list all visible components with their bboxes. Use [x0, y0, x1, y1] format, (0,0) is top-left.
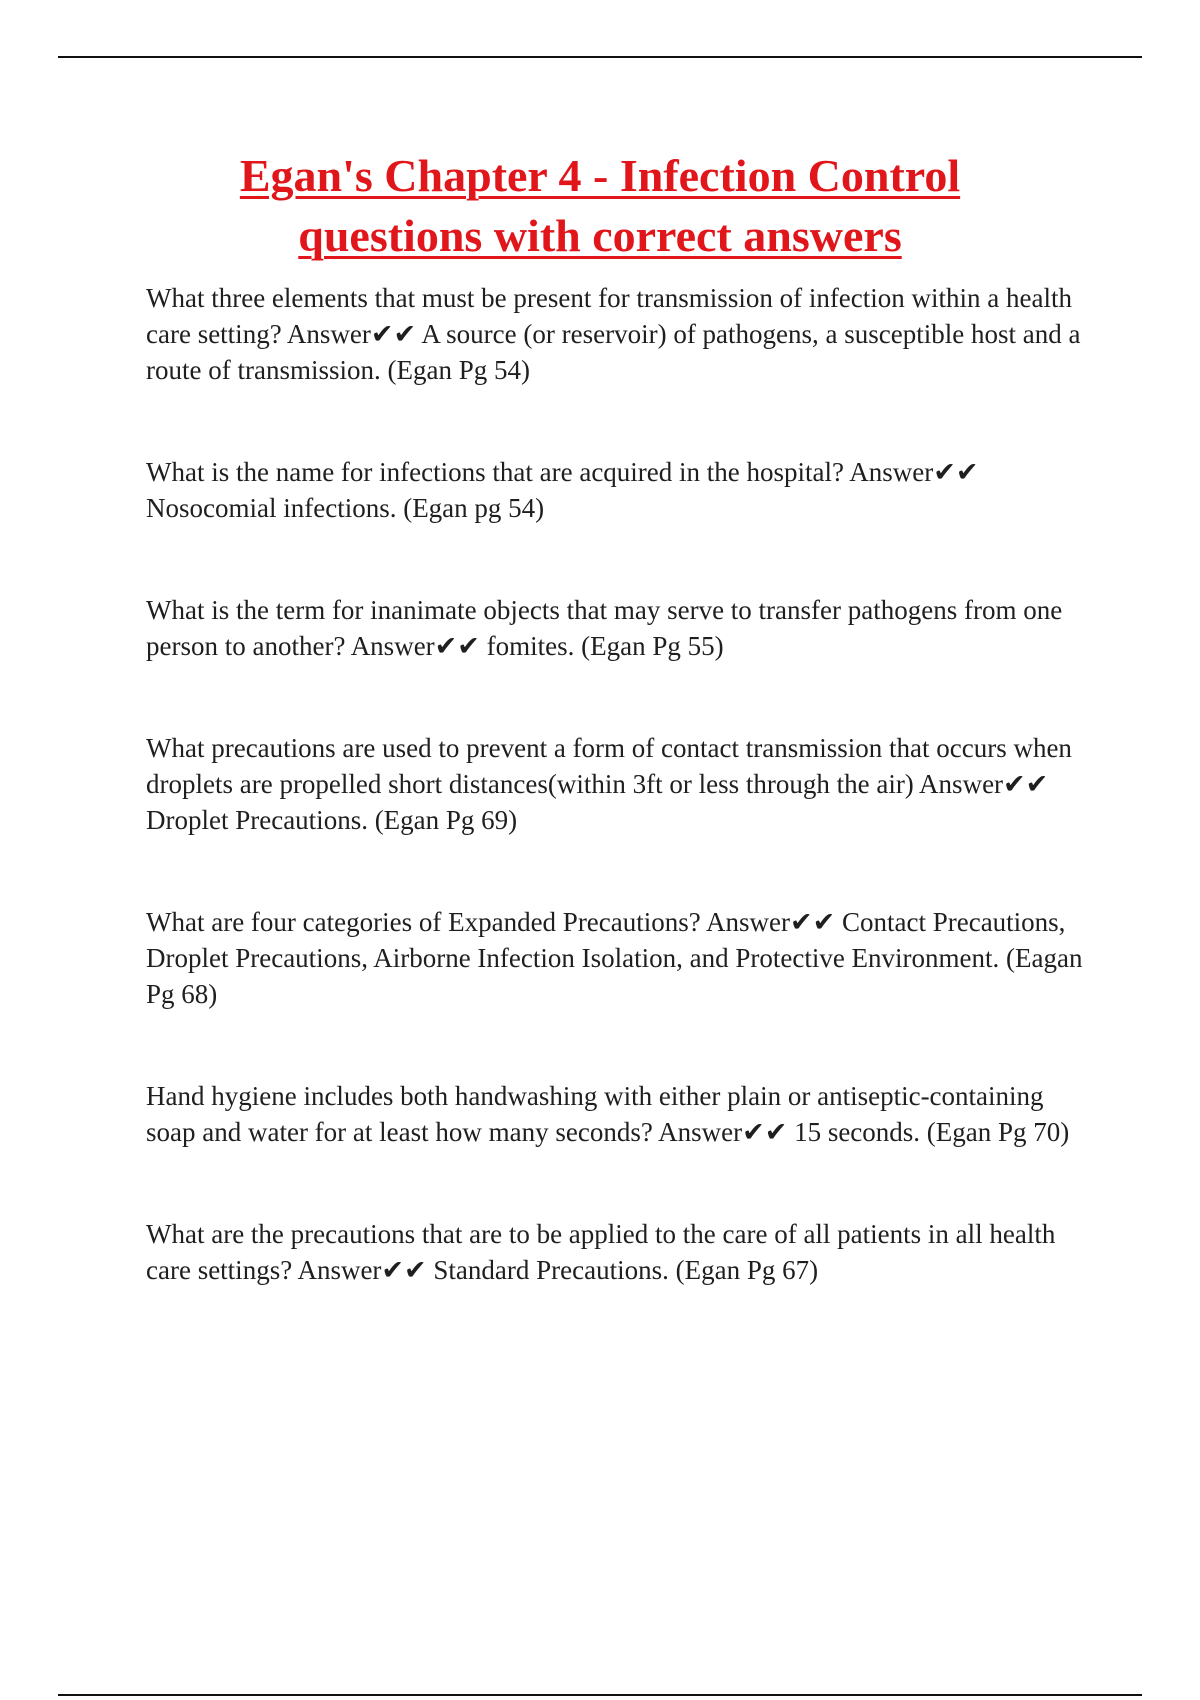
- footer-rule: [58, 1694, 1142, 1696]
- qa-item-3: What is the term for inanimate objects that may serve to transfer pathogens from one person to another? Answer✔✔ fomites. (Egan Pg 55): [146, 595, 1063, 661]
- page-title: [140, 146, 1060, 266]
- qa-item-7: What are the precautions that are to be applied to the care of all patients in all health care settings? Answer✔✔ Standard Precautions. (Egan Pg 67): [146, 1219, 1056, 1285]
- qa-list: [146, 280, 1096, 1354]
- qa-item-5: What are four categories of Expanded Precautions? Answer✔✔ Contact Precautions, Droplet Precautions, Airborne Infection Isolation, and Protective Environment. (Eagan Pg 68): [146, 907, 1083, 1009]
- title-line-1: Egan's Chapter 4 - Infection Control: [239, 150, 961, 201]
- header-rule: [58, 56, 1142, 58]
- qa-item-6: Hand hygiene includes both handwashing with either plain or antiseptic-containing soap and water for at least how many seconds? Answer✔✔ 15 seconds. (Egan Pg 70): [146, 1081, 1070, 1147]
- qa-item-2: What is the name for infections that are acquired in the hospital? Answer✔✔ Nosocomial infections. (Egan pg 54): [146, 457, 979, 523]
- qa-item-1: What three elements that must be present for transmission of infection within a health care setting? Answer✔✔ A source (or reservoir) of pathogens, a susceptible host and a route of transmission. (Egan Pg 54): [146, 283, 1081, 385]
- qa-item-4: What precautions are used to prevent a form of contact transmission that occurs when droplets are propelled short distances(within 3ft or less through the air) Answer✔✔ Droplet Precautions. (Egan Pg 69): [146, 733, 1072, 835]
- title-line-2: questions with correct answers: [298, 210, 902, 261]
